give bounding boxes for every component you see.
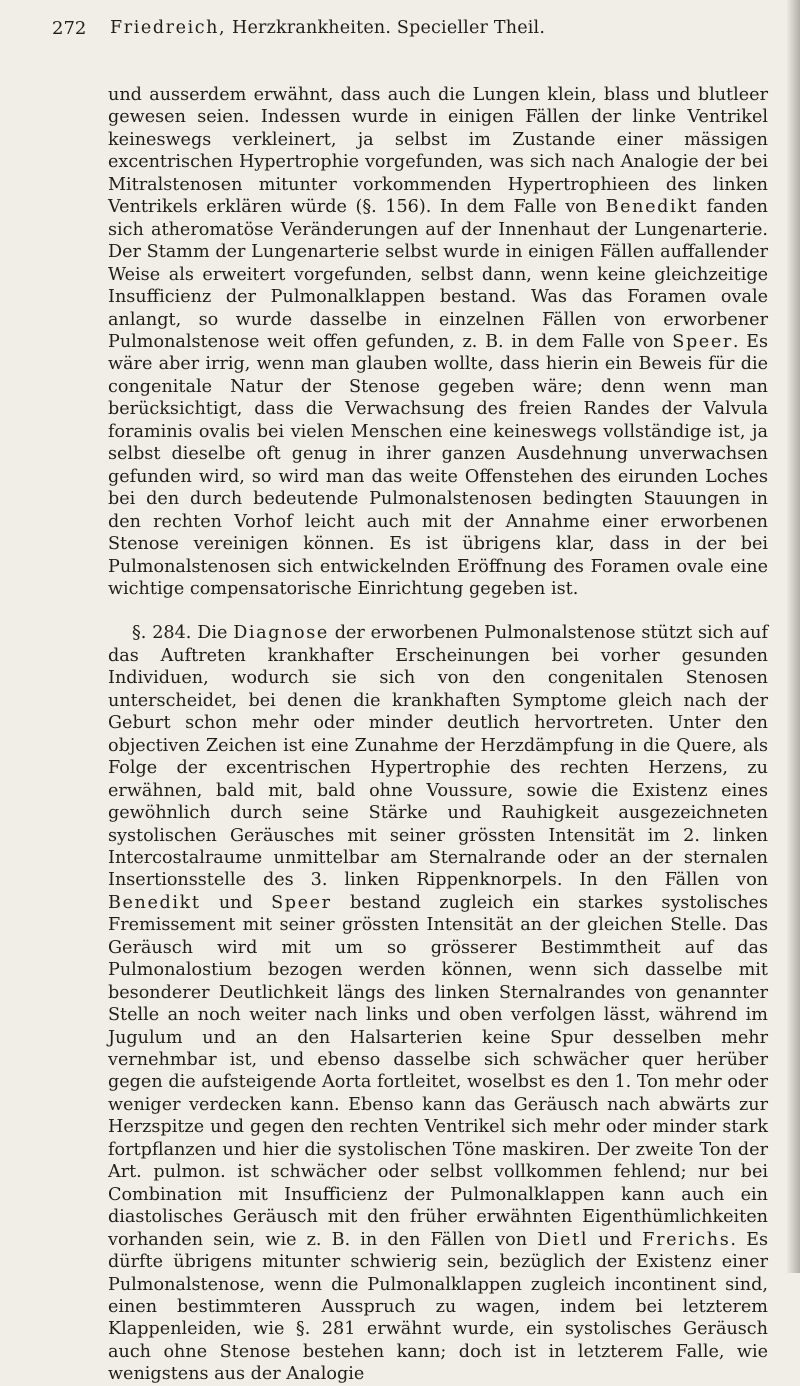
running-head [110,18,545,38]
paragraph [108,84,768,600]
spaced-name: Speer [271,892,332,913]
spaced-name: Frerichs [642,1229,731,1250]
text-run: und ausserdem erwähnt, dass auch die Lungen klein, blass und blutleer gewesen seien. Indessen wurde in einigen Fällen der linke Ventrikel keineswegs verkleinert, ja selbst im Zustande einer mässigen excentrischen Hypertrophie vorgefunden, was sich nach Analogie der bei Mitralstenosen mitunter vorkommenden Hypertrophieen des linken Ventrikels erklären würde (§. 156). In dem Falle von [108,85,768,218]
page-number: 272 [52,18,87,39]
running-head-author: Friedreich, [110,18,227,38]
text-run: fanden sich atheromatöse Veränderungen auf der Innenhaut der Lungenarterie. Der Stamm der Lungenarterie selbst wurde in einigen Fällen auffallender Weise als erweitert vorgefunden, selbst dann, wenn keine gleichzeitige Insufficienz der Pulmonalklappen bestand. Was das Foramen ovale anlangt, so wurde dasselbe in einzelnen Fällen von erworbener Pulmonalstenose weit offen gefunden, z. B. in dem Falle von [108,197,768,352]
spaced-name: Speer [672,331,733,352]
spaced-name: Diagnose [233,623,329,644]
body-text [108,84,768,1386]
text-run: . Es wäre aber irrig, wenn man glauben wollte, dass hierin ein Beweis für die congenitale Natur der Stenose gegeben wäre; denn wenn man berücksichtigt, dass die Verwachsung des freien Randes der Valvula foraminis ovalis bei vielen Menschen eine keineswegs vollständige ist, ja selbst dieselbe oft genug in ihrer ganzen Ausdehnung unverwachsen gefunden wird, so wird man das weite Offenstehen des eirunden Loches bei den durch bedeutende Pulmonalstenosen bedingten Stauungen in den rechten Vorhof leicht auch mit der Annahme einer erworbenen Stenose vereinigen können. Es ist übrigens klar, dass in der bei Pulmonalstenosen sich entwickelnden Eröffnung des Foramen ovale eine wichtige compensatorische Einrichtung gegeben ist. [108,331,768,599]
paragraph [108,622,768,1385]
running-head-title: Herzkrankheiten. Specieller Theil. [231,18,546,38]
text-run: der erworbenen Pulmonalstenose stützt sich auf das Auftreten krankhafter Erscheinungen bei vorher gesunden Individuen, wodurch sie sich von den congenitalen Stenosen unterscheidet, bei denen die krankhaften Symptome gleich nach der Geburt schon mehr oder minder deutlich hervortreten. Unter den objectiven Zeichen ist eine Zunahme der Herzdämpfung in die Quere, als Folge der excentrischen Hypertrophie des rechten Herzens, zu erwähnen, bald mit, bald ohne Voussure, sowie die Existenz eines gewöhnlich durch seine Stärke und Rauhigkeit ausgezeichneten systolischen Geräusches mit seiner grössten Intensität im 2. linken Intercostalraume unmittelbar am Sternalrande oder an der sternalen Insertionsstelle des 3. linken Rippenknorpels. In den Fällen von [108,623,768,891]
text-run: §. 284. Die [132,623,234,644]
page-header [52,18,752,48]
spaced-name: Benedikt [108,892,201,913]
text-run: und [588,1229,643,1250]
text-run: und [200,892,272,913]
spaced-name: Dietl [537,1229,589,1250]
spaced-name: Benedikt [605,197,699,218]
page-edge-shadow [786,0,800,1273]
text-run: . Es dürfte übrigens mitunter schwierig sein, bezüglich der Existenz einer Pulmonalstenose, wenn die Pulmonalklappen zugleich incontinent sind, einen bestimmteren Ausspruch zu wagen, indem bei letzterem Klappenleiden, wie §. 281 erwähnt wurde, ein systolisches Geräusch auch ohne Stenose bestehen kann; doch ist in letzterem Falle, wie wenigstens aus der Analogie [108,1229,768,1385]
text-run: bestand zugleich ein starkes systolisches Fremissement mit seiner grössten Intensität an der gleichen Stelle. Das Geräusch wird mit um so grösserer Bestimmtheit auf das Pulmonalostium bezogen werden können, wenn sich dasselbe mit besonderer Deutlichkeit längs des linken Sternalrandes von genannter Stelle an noch weiter nach links und oben verfolgen lässt, während im Jugulum und an den Halsarterien keine Spur desselben mehr vernehmbar ist, und ebenso dasselbe sich schwächer quer herüber gegen die aufsteigende Aorta fortleitet, woselbst es den 1. Ton mehr oder weniger verdecken kann. Ebenso kann das Geräusch nach abwärts zur Herzspitze und gegen den rechten Ventrikel sich mehr oder minder stark fortpflanzen und hier die systolischen Töne maskiren. Der zweite Ton der Art. pulmon. ist schwächer oder selbst vollkommen fehlend; nur bei Combination mit Insufficienz der Pulmonalklappen kann auch ein diastolisches Geräusch mit den früher erwähnten Eigenthümlichkeiten vorhanden sein, wie z. B. in den Fällen von [108,892,768,1250]
